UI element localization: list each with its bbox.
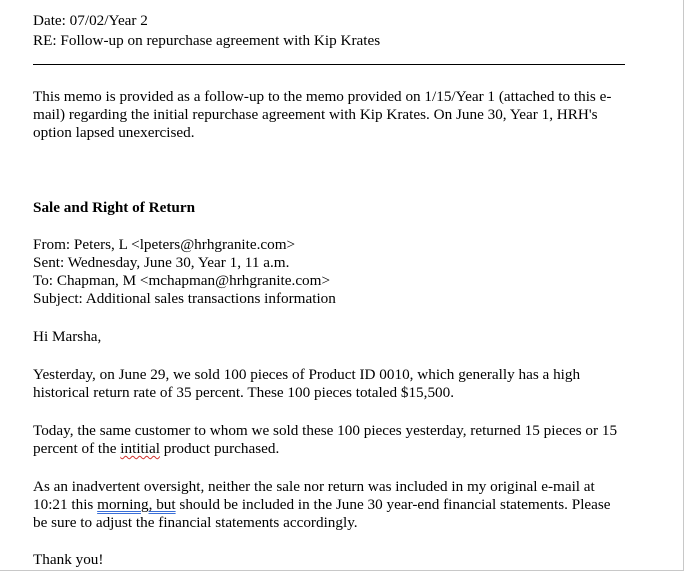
- email-to: To: Chapman, M <mchapman@hrhgranite.com>: [33, 272, 331, 289]
- paragraph-3-line-3: be sure to adjust the financial statements accordingly.: [33, 514, 358, 531]
- email-subject: Subject: Additional sales transactions information: [33, 290, 336, 307]
- paragraph-1-line-2: historical return rate of 35 percent. These 100 pieces totaled $15,500.: [33, 384, 455, 401]
- grammar-flag-phrase[interactable]: morning, but: [97, 496, 176, 513]
- paragraph-3-line-2: [33, 496, 611, 514]
- section-heading: Sale and Right of Return: [33, 199, 196, 216]
- memo-date: Date: 07/02/Year 2: [33, 12, 148, 29]
- intro-line-2: mail) regarding the initial repurchase agreement with Kip Krates. On June 30, Year 1, HRH's: [33, 106, 598, 123]
- spelling-error-word[interactable]: intitial: [120, 440, 160, 457]
- paragraph-3-text: 10:21 this: [33, 496, 98, 513]
- paragraph-2-text-end: product purchased.: [159, 440, 280, 457]
- email-closing: Thank you!: [33, 551, 104, 568]
- email-greeting: Hi Marsha,: [33, 328, 102, 345]
- paragraph-2-line-1: Today, the same customer to whom we sold these 100 pieces yesterday, returned 15 pieces or 15: [33, 422, 618, 439]
- intro-line-1: This memo is provided as a follow-up to the memo provided on 1/15/Year 1 (attached to this e-: [33, 88, 612, 105]
- paragraph-2-line-2: [33, 440, 279, 458]
- paragraph-2-text: percent of the: [33, 440, 121, 457]
- header-divider: [33, 64, 625, 65]
- paragraph-3-line-1: As an inadvertent oversight, neither the sale nor return was included in my original e-mail at: [33, 478, 595, 495]
- email-sent: Sent: Wednesday, June 30, Year 1, 11 a.m.: [33, 254, 290, 271]
- paragraph-3-text-end: should be included in the June 30 year-end financial statements. Please: [175, 496, 611, 513]
- intro-line-3: option lapsed unexercised.: [33, 124, 195, 141]
- memo-subject: RE: Follow-up on repurchase agreement with Kip Krates: [33, 32, 381, 49]
- email-from: From: Peters, L <lpeters@hrhgranite.com>: [33, 236, 296, 253]
- paragraph-1-line-1: Yesterday, on June 29, we sold 100 pieces of Product ID 0010, which generally has a high: [33, 366, 581, 383]
